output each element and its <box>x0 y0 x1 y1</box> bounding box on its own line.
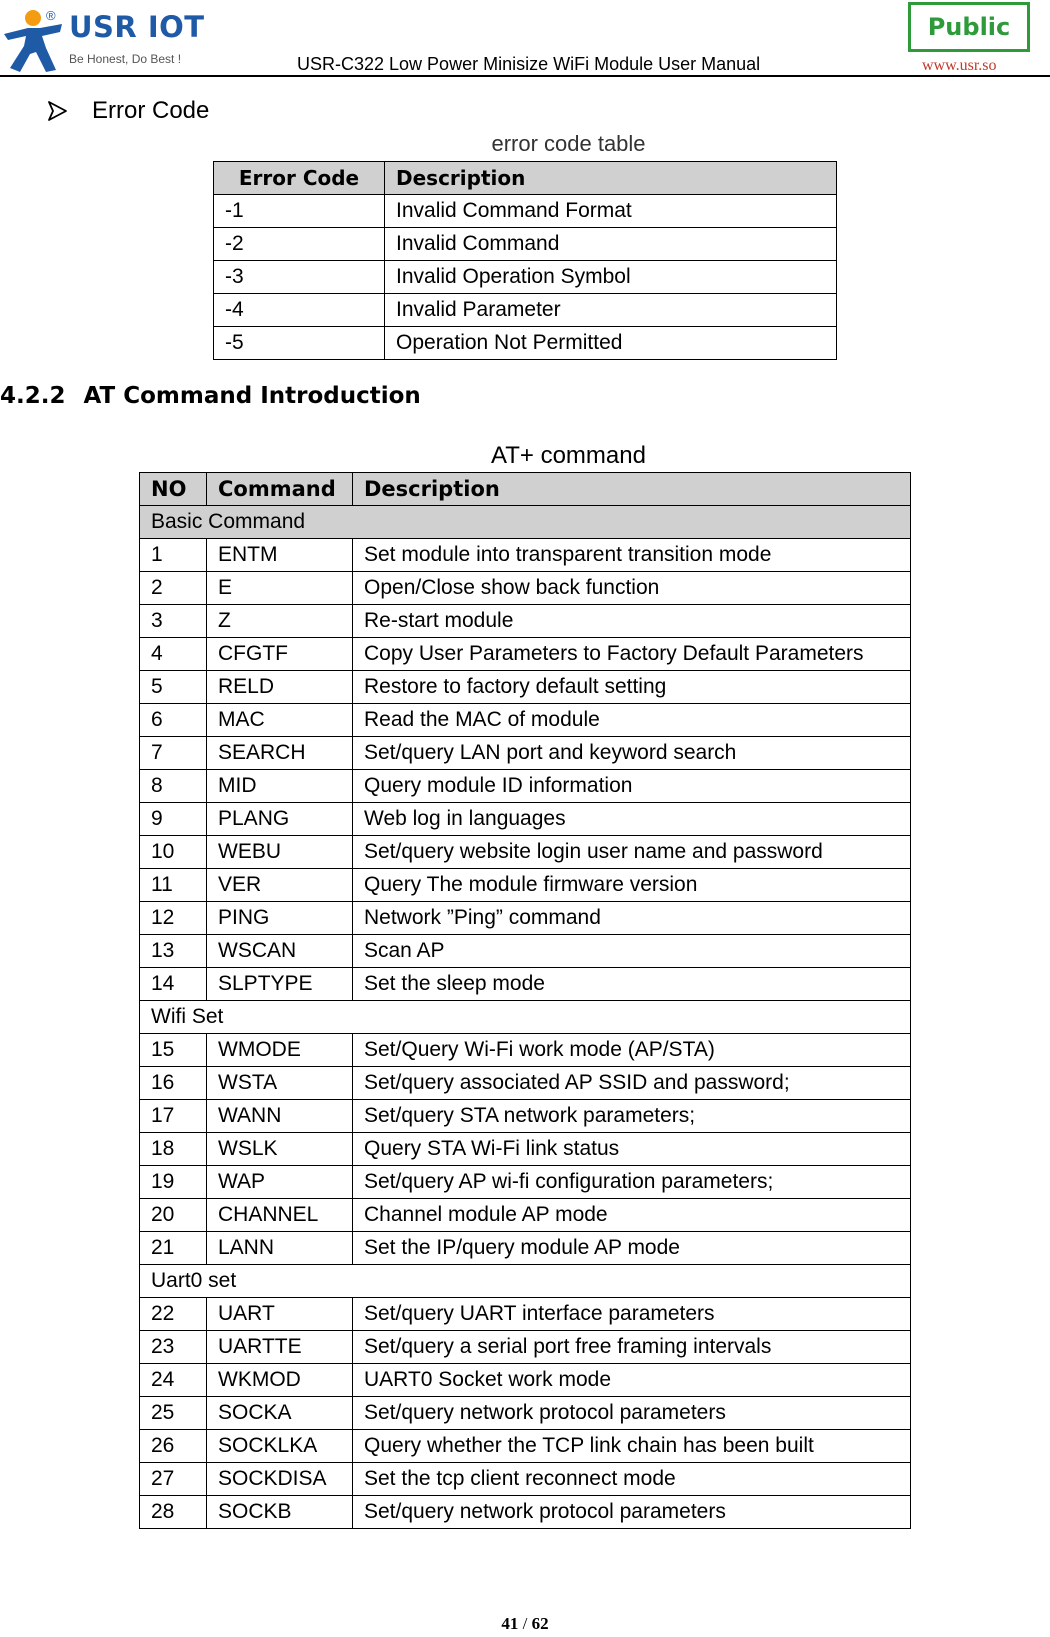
command-number-cell: 7 <box>140 737 207 770</box>
command-name-cell: ENTM <box>207 539 353 572</box>
table-row <box>140 935 911 968</box>
table-row <box>140 1232 911 1265</box>
command-description-cell: Set/query network protocol parameters <box>353 1496 911 1529</box>
command-name-cell: MAC <box>207 704 353 737</box>
command-number-cell: 3 <box>140 605 207 638</box>
error-table-caption: error code table <box>491 131 646 156</box>
section-title: AT Command Introduction <box>83 383 421 409</box>
column-header: Command <box>207 473 353 506</box>
error-code-cell: -4 <box>214 294 385 327</box>
command-description-cell: Set/query LAN port and keyword search <box>353 737 911 770</box>
registered-mark: ® <box>46 8 56 23</box>
command-description-cell: Query STA Wi-Fi link status <box>353 1133 911 1166</box>
command-number-cell: 1 <box>140 539 207 572</box>
command-name-cell: WKMOD <box>207 1364 353 1397</box>
command-description-cell: Set module into transparent transition mode <box>353 539 911 572</box>
page-number <box>0 1614 1050 1634</box>
command-description-cell: Network ”Ping” command <box>353 902 911 935</box>
website-url: www.usr.so <box>922 57 997 74</box>
group-label: Uart0 set <box>140 1265 911 1298</box>
command-number-cell: 10 <box>140 836 207 869</box>
command-number-cell: 4 <box>140 638 207 671</box>
command-number-cell: 8 <box>140 770 207 803</box>
command-name-cell: SOCKB <box>207 1496 353 1529</box>
command-description-cell: Channel module AP mode <box>353 1199 911 1232</box>
document-title: USR-C322 Low Power Minisize WiFi Module User Manual <box>297 54 761 74</box>
command-name-cell: VER <box>207 869 353 902</box>
command-description-cell: Open/Close show back function <box>353 572 911 605</box>
command-number-cell: 14 <box>140 968 207 1001</box>
command-description-cell: Query whether the TCP link chain has been built <box>353 1430 911 1463</box>
table-row <box>140 638 911 671</box>
table-row <box>140 1199 911 1232</box>
command-number-cell: 19 <box>140 1166 207 1199</box>
table-row <box>140 1331 911 1364</box>
table-row <box>140 1496 911 1529</box>
command-description-cell: Set/query website login user name and password <box>353 836 911 869</box>
command-name-cell: PLANG <box>207 803 353 836</box>
at-table-caption: AT+ command <box>491 442 646 469</box>
command-number-cell: 27 <box>140 1463 207 1496</box>
command-number-cell: 23 <box>140 1331 207 1364</box>
command-number-cell: 22 <box>140 1298 207 1331</box>
command-number-cell: 18 <box>140 1133 207 1166</box>
command-description-cell: Set the IP/query module AP mode <box>353 1232 911 1265</box>
logo-wordmark: USR IOT <box>69 10 205 44</box>
column-header: Description <box>385 162 837 195</box>
command-number-cell: 24 <box>140 1364 207 1397</box>
command-name-cell: SOCKLKA <box>207 1430 353 1463</box>
command-name-cell: UART <box>207 1298 353 1331</box>
table-row <box>140 1397 911 1430</box>
section-heading <box>0 383 421 409</box>
command-number-cell: 21 <box>140 1232 207 1265</box>
table-row <box>140 803 911 836</box>
command-description-cell: Set/query associated AP SSID and password; <box>353 1067 911 1100</box>
command-number-cell: 5 <box>140 671 207 704</box>
table-row <box>140 737 911 770</box>
at-command-table <box>139 472 911 1529</box>
command-number-cell: 11 <box>140 869 207 902</box>
error-code-table <box>213 161 837 360</box>
group-label: Wifi Set <box>140 1001 911 1034</box>
command-description-cell: Set/query network protocol parameters <box>353 1397 911 1430</box>
command-number-cell: 13 <box>140 935 207 968</box>
column-header: NO <box>140 473 207 506</box>
column-header: Description <box>353 473 911 506</box>
arrow-bullet-icon <box>46 100 68 122</box>
current-page: 41 <box>501 1614 519 1633</box>
error-description-cell: Operation Not Permitted <box>385 327 837 360</box>
command-name-cell: WSLK <box>207 1133 353 1166</box>
table-row <box>140 1067 911 1100</box>
command-number-cell: 2 <box>140 572 207 605</box>
table-row <box>140 605 911 638</box>
logo-tagline: Be Honest, Do Best ! <box>69 52 182 66</box>
table-row <box>140 1298 911 1331</box>
command-number-cell: 16 <box>140 1067 207 1100</box>
command-name-cell: UARTTE <box>207 1331 353 1364</box>
command-description-cell: Set the tcp client reconnect mode <box>353 1463 911 1496</box>
table-row <box>140 836 911 869</box>
error-code-bullet <box>46 97 209 125</box>
table-row <box>140 1034 911 1067</box>
command-number-cell: 25 <box>140 1397 207 1430</box>
command-name-cell: WMODE <box>207 1034 353 1067</box>
command-name-cell: SLPTYPE <box>207 968 353 1001</box>
command-name-cell: WAP <box>207 1166 353 1199</box>
command-number-cell: 6 <box>140 704 207 737</box>
command-number-cell: 17 <box>140 1100 207 1133</box>
command-number-cell: 28 <box>140 1496 207 1529</box>
total-pages: 62 <box>531 1614 549 1633</box>
error-code-cell: -2 <box>214 228 385 261</box>
command-name-cell: E <box>207 572 353 605</box>
error-description-cell: Invalid Parameter <box>385 294 837 327</box>
error-code-cell: -1 <box>214 195 385 228</box>
command-description-cell: Query The module firmware version <box>353 869 911 902</box>
command-name-cell: CFGTF <box>207 638 353 671</box>
table-header-row <box>140 473 911 506</box>
table-row <box>214 261 837 294</box>
table-row <box>214 228 837 261</box>
table-row <box>140 770 911 803</box>
table-row <box>214 195 837 228</box>
table-row <box>140 869 911 902</box>
command-description-cell: Set/query a serial port free framing intervals <box>353 1331 911 1364</box>
command-description-cell: Copy User Parameters to Factory Default Parameters <box>353 638 911 671</box>
header-divider <box>0 75 1050 77</box>
table-row <box>140 572 911 605</box>
command-number-cell: 26 <box>140 1430 207 1463</box>
command-description-cell: Set/query UART interface parameters <box>353 1298 911 1331</box>
command-name-cell: WANN <box>207 1100 353 1133</box>
error-description-cell: Invalid Command <box>385 228 837 261</box>
group-row <box>140 1265 911 1298</box>
group-row <box>140 1001 911 1034</box>
command-name-cell: SEARCH <box>207 737 353 770</box>
table-row <box>140 704 911 737</box>
command-name-cell: SOCKDISA <box>207 1463 353 1496</box>
error-code-cell: -5 <box>214 327 385 360</box>
error-description-cell: Invalid Command Format <box>385 195 837 228</box>
table-row <box>140 1430 911 1463</box>
page-header <box>0 0 1050 78</box>
command-description-cell: Re-start module <box>353 605 911 638</box>
command-number-cell: 9 <box>140 803 207 836</box>
table-row <box>140 902 911 935</box>
page-separator: / <box>522 1614 528 1633</box>
command-number-cell: 12 <box>140 902 207 935</box>
table-row <box>140 1100 911 1133</box>
error-description-cell: Invalid Operation Symbol <box>385 261 837 294</box>
command-description-cell: Set/Query Wi-Fi work mode (AP/STA) <box>353 1034 911 1067</box>
command-name-cell: Z <box>207 605 353 638</box>
command-name-cell: WSCAN <box>207 935 353 968</box>
group-row <box>140 506 911 539</box>
section-number: 4.2.2 <box>0 383 66 409</box>
table-row <box>140 1166 911 1199</box>
table-row <box>140 671 911 704</box>
command-name-cell: CHANNEL <box>207 1199 353 1232</box>
command-description-cell: Read the MAC of module <box>353 704 911 737</box>
command-name-cell: RELD <box>207 671 353 704</box>
command-name-cell: WSTA <box>207 1067 353 1100</box>
command-number-cell: 15 <box>140 1034 207 1067</box>
command-description-cell: Set/query AP wi-fi configuration parameters; <box>353 1166 911 1199</box>
command-description-cell: Set/query STA network parameters; <box>353 1100 911 1133</box>
table-row <box>214 327 837 360</box>
group-label: Basic Command <box>140 506 911 539</box>
table-row <box>140 539 911 572</box>
command-description-cell: Scan AP <box>353 935 911 968</box>
command-description-cell: Query module ID information <box>353 770 911 803</box>
public-badge: Public <box>908 2 1030 52</box>
command-name-cell: PING <box>207 902 353 935</box>
table-row <box>140 1133 911 1166</box>
command-name-cell: LANN <box>207 1232 353 1265</box>
command-description-cell: Restore to factory default setting <box>353 671 911 704</box>
table-row <box>214 294 837 327</box>
table-row <box>140 1463 911 1496</box>
command-name-cell: WEBU <box>207 836 353 869</box>
table-header-row <box>214 162 837 195</box>
error-code-heading: Error Code <box>92 97 210 124</box>
table-row <box>140 1364 911 1397</box>
command-description-cell: Set the sleep mode <box>353 968 911 1001</box>
command-name-cell: SOCKA <box>207 1397 353 1430</box>
command-number-cell: 20 <box>140 1199 207 1232</box>
table-row <box>140 968 911 1001</box>
column-header: Error Code <box>214 162 385 195</box>
error-code-cell: -3 <box>214 261 385 294</box>
command-description-cell: Web log in languages <box>353 803 911 836</box>
command-description-cell: UART0 Socket work mode <box>353 1364 911 1397</box>
command-name-cell: MID <box>207 770 353 803</box>
